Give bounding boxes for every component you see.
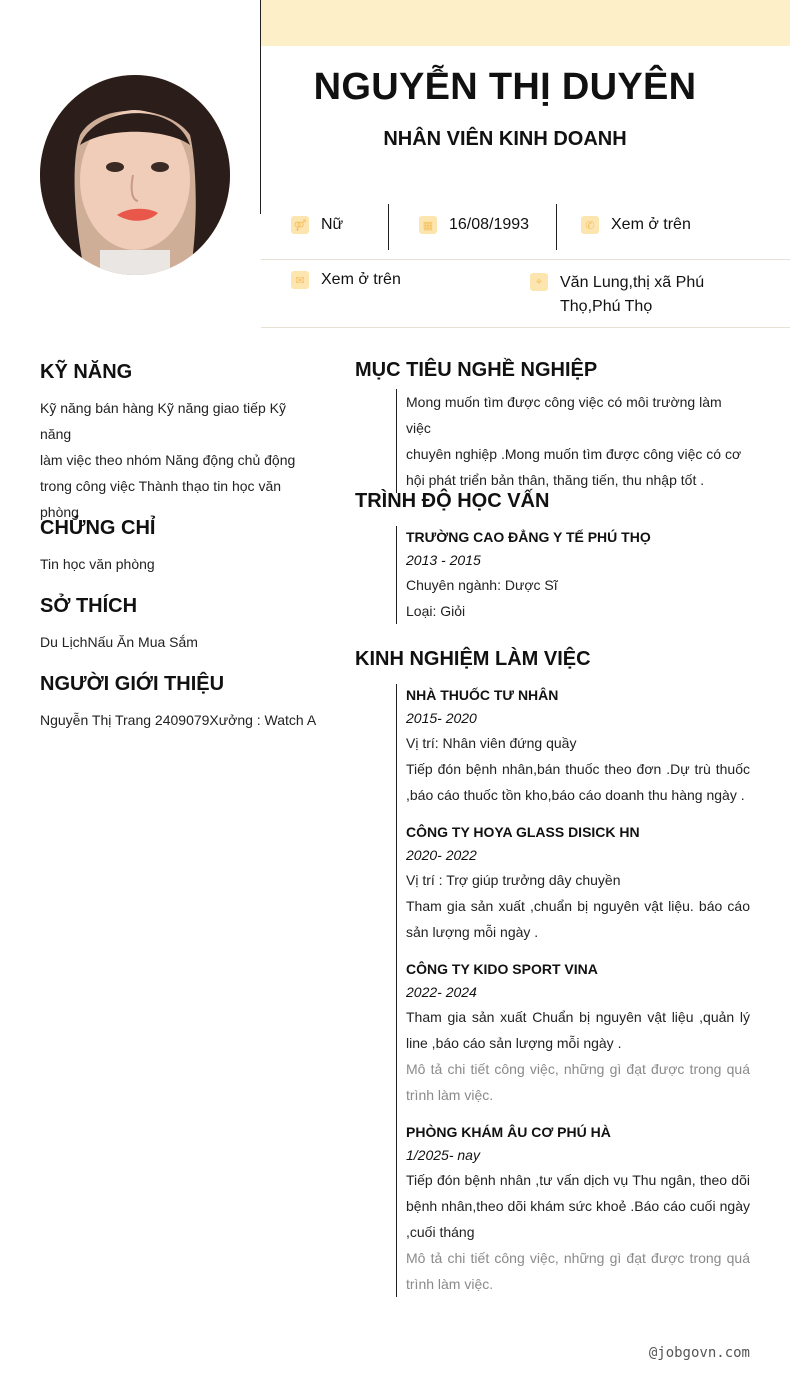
calendar-icon: ▦ (419, 216, 437, 234)
company-name: PHÒNG KHÁM ÂU CƠ PHÚ HÀ (406, 1124, 611, 1140)
header-accent-band (261, 0, 790, 46)
objective-line: chuyên nghiệp .Mong muốn tìm được công việc có cơ (406, 446, 742, 462)
job-description: Tiếp đón bệnh nhân ,tư vấn dịch vụ Thu ngân, theo dõi bệnh nhân,theo dõi khám sức khoẻ .Báo cáo cuối ngày ,cuối tháng (406, 1172, 750, 1240)
address-line: Thọ,Phú Thọ (560, 298, 653, 315)
certificates-heading: CHỨNG CHỈ (40, 517, 156, 539)
education-heading: TRÌNH ĐỘ HỌC VẤN (355, 490, 550, 512)
certificates-text: Tin học văn phòng (40, 556, 155, 572)
contact-separator (556, 204, 557, 250)
job-position: Vị trí: Nhân viên đứng quầy (406, 735, 577, 751)
company-name: CÔNG TY KIDO SPORT VINA (406, 961, 598, 977)
skills-line: trong công việc Thành thạo tin học văn (40, 478, 282, 494)
objective-line: Mong muốn tìm được công việc có môi trường làm việc (406, 394, 722, 436)
job-period: 2022- 2024 (406, 984, 477, 1000)
job-description: Tham gia sản xuất ,chuẩn bị nguyên vật liệu. báo cáo sản lượng mỗi ngày . (406, 898, 750, 940)
job-period: 2015- 2020 (406, 710, 477, 726)
education-grade: Loại: Giỏi (406, 603, 466, 619)
skills-text (40, 395, 320, 525)
contact-divider (261, 259, 790, 260)
address-info (530, 271, 704, 319)
company-name: CÔNG TY HOYA GLASS DISICK HN (406, 824, 640, 840)
phone-icon: ✆ (581, 216, 599, 234)
profile-photo (40, 75, 230, 275)
gender-icon: ⚤ (291, 216, 309, 234)
experience-entry (406, 1121, 750, 1297)
education-major: Chuyên ngành: Dược Sĩ (406, 577, 558, 593)
skills-line: làm việc theo nhóm Năng động chủ động (40, 452, 296, 468)
company-name: NHÀ THUỐC TƯ NHÂN (406, 687, 559, 703)
job-description-placeholder: Mô tả chi tiết công việc, những gì đạt được trong quá trình làm việc. (406, 1061, 750, 1103)
experience-entry (406, 958, 750, 1108)
skills-heading: KỸ NĂNG (40, 361, 133, 383)
footer-brand: @jobgovn.com (648, 1345, 750, 1361)
school-name: TRƯỜNG CAO ĐẲNG Y TẾ PHÚ THỌ (406, 529, 651, 545)
address-line: Văn Lung,thị xã Phú (560, 274, 705, 291)
contact-separator (388, 204, 389, 250)
email-info (291, 271, 401, 289)
skills-line: phòng (40, 504, 79, 520)
job-description-placeholder: Mô tả chi tiết công việc, những gì đạt được trong quá trình làm việc. (406, 1250, 750, 1292)
candidate-name: NGUYỄN THỊ DUYÊN (313, 66, 697, 108)
phone-info (581, 216, 691, 234)
experience-entry (406, 684, 750, 808)
objective-line: hội phát triển bản thân, thăng tiến, thu nhập tốt . (406, 472, 705, 488)
references-heading: NGƯỜI GIỚI THIỆU (40, 673, 225, 695)
job-period: 2020- 2022 (406, 847, 477, 863)
gender-info (291, 216, 343, 234)
email-icon: ✉ (291, 271, 309, 289)
skills-line: Kỹ năng bán hàng Kỹ năng giao tiếp Kỹ năng (40, 400, 286, 442)
references-text: Nguyễn Thị Trang 2409079Xưởng : Watch A (40, 712, 317, 728)
education-block (396, 526, 750, 624)
job-description: Tham gia sản xuất Chuẩn bị nguyên vật liệu ,quản lý line ,báo cáo sản lượng mỗi ngày . (406, 1009, 750, 1051)
hobbies-heading: SỞ THÍCH (40, 595, 138, 617)
job-description: Tiếp đón bệnh nhân,bán thuốc theo đơn .Dự trù thuốc ,báo cáo thuốc tồn kho,báo cáo doanh thu hàng ngày . (406, 761, 750, 803)
experience-heading: KINH NGHIỆM LÀM VIỆC (355, 648, 591, 670)
birthday-info (419, 216, 529, 234)
job-position: Vị trí : Trợ giúp trưởng dây chuyền (406, 872, 621, 888)
education-years: 2013 - 2015 (406, 552, 481, 568)
candidate-job-title: NHÂN VIÊN KINH DOANH (383, 128, 627, 150)
gender-value: Nữ (321, 216, 344, 233)
objective-block (396, 389, 750, 493)
phone-value: Xem ở trên (611, 216, 691, 233)
experience-block (396, 684, 750, 1297)
job-period: 1/2025- nay (406, 1147, 480, 1163)
birthday-value: 16/08/1993 (449, 216, 530, 233)
hobbies-text: Du LịchNấu Ăn Mua Sắm (40, 634, 198, 650)
contact-divider (261, 327, 790, 328)
location-icon: ⌖ (530, 273, 548, 291)
experience-entry (406, 821, 750, 945)
objective-heading: MỤC TIÊU NGHỀ NGHIỆP (355, 359, 598, 381)
email-value: Xem ở trên (321, 271, 401, 288)
